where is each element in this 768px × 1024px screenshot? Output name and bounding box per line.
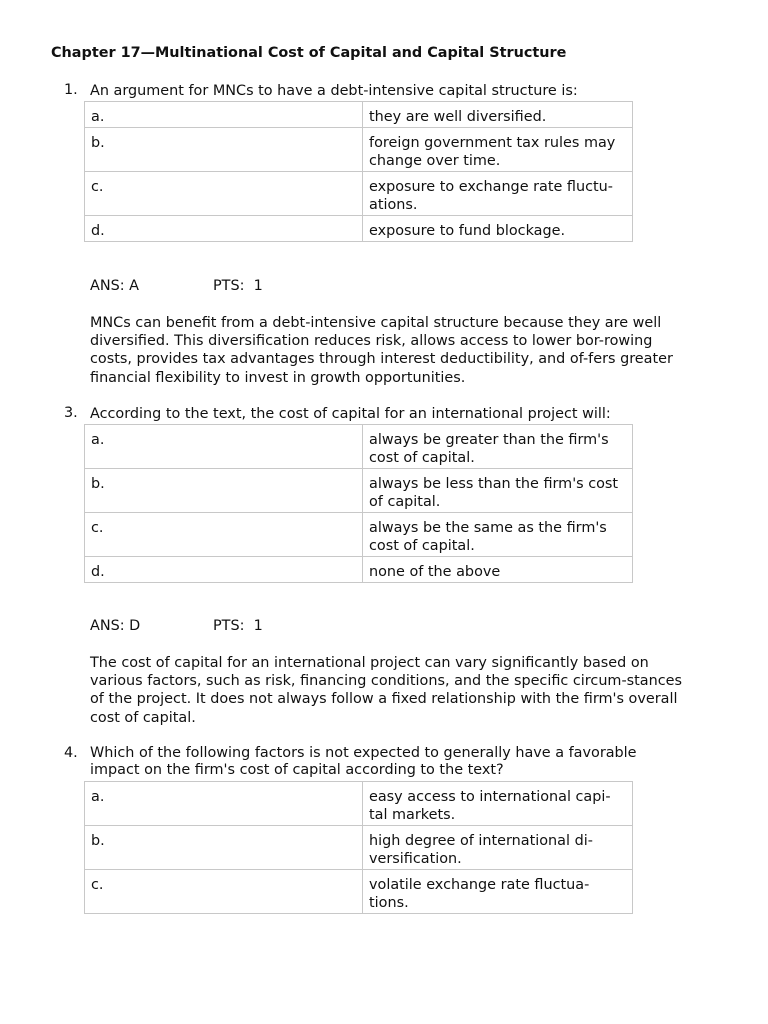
option-label: d. bbox=[85, 557, 363, 583]
options-table bbox=[84, 781, 633, 914]
option-label: c. bbox=[85, 172, 363, 216]
option-label: a. bbox=[85, 425, 363, 469]
answer-explanation: MNCs can benefit from a debt-intensive capital structure because they are well diversified. This diversification reduces risk, allows access to lower bor-rowing costs, provides tax advantages through interest deductibility, and of-fers greater financial flexibility to invest in growth opportunities. bbox=[90, 315, 673, 386]
points-value: PTS: 1 bbox=[213, 618, 263, 634]
option-label: b. bbox=[85, 469, 363, 513]
question-text: An argument for MNCs to have a debt-intensive capital structure is: bbox=[90, 83, 578, 99]
points-value: PTS: 1 bbox=[213, 278, 263, 294]
option-row bbox=[85, 870, 633, 914]
option-text: always be the same as the firm's cost of capital. bbox=[363, 513, 633, 557]
option-row bbox=[85, 216, 633, 242]
option-text: volatile exchange rate fluctua-tions. bbox=[363, 870, 633, 914]
option-text: exposure to fund blockage. bbox=[363, 216, 633, 242]
option-label: b. bbox=[85, 128, 363, 172]
option-row bbox=[85, 782, 633, 826]
answer-key: ANS: D bbox=[90, 618, 141, 634]
option-row bbox=[85, 128, 633, 172]
question-text: Which of the following factors is not expected to generally have a favorable impact on the firm's cost of capital according to the text? bbox=[90, 745, 637, 778]
question-number: 4. bbox=[64, 745, 78, 761]
option-label: a. bbox=[85, 102, 363, 128]
option-row bbox=[85, 513, 633, 557]
option-label: b. bbox=[85, 826, 363, 870]
option-text: always be greater than the firm's cost of capital. bbox=[363, 425, 633, 469]
chapter-title: Chapter 17—Multinational Cost of Capital and Capital Structure bbox=[51, 45, 567, 61]
option-label: c. bbox=[85, 513, 363, 557]
question-text: According to the text, the cost of capital for an international project will: bbox=[90, 406, 611, 422]
option-row bbox=[85, 469, 633, 513]
option-label: d. bbox=[85, 216, 363, 242]
question-number: 3. bbox=[64, 405, 78, 421]
option-label: a. bbox=[85, 782, 363, 826]
option-text: foreign government tax rules may change over time. bbox=[363, 128, 633, 172]
options-table bbox=[84, 424, 633, 583]
question-number: 1. bbox=[64, 82, 78, 98]
option-row bbox=[85, 557, 633, 583]
answer-key: ANS: A bbox=[90, 278, 140, 294]
option-text: exposure to exchange rate fluctu-ations. bbox=[363, 172, 633, 216]
option-text: high degree of international di-versification. bbox=[363, 826, 633, 870]
answer-explanation: The cost of capital for an international project can vary significantly based on various factors, such as risk, financing conditions, and the specific circum-stances of the project. It does not always follow a fixed relationship with the firm's overall cost of capital. bbox=[90, 655, 682, 726]
options-table bbox=[84, 101, 633, 242]
option-label: c. bbox=[85, 870, 363, 914]
option-text: easy access to international capi-tal markets. bbox=[363, 782, 633, 826]
option-row bbox=[85, 425, 633, 469]
option-row bbox=[85, 172, 633, 216]
option-text: they are well diversified. bbox=[363, 102, 633, 128]
option-text: always be less than the firm's cost of capital. bbox=[363, 469, 633, 513]
option-row bbox=[85, 826, 633, 870]
option-text: none of the above bbox=[363, 557, 633, 583]
option-row bbox=[85, 102, 633, 128]
